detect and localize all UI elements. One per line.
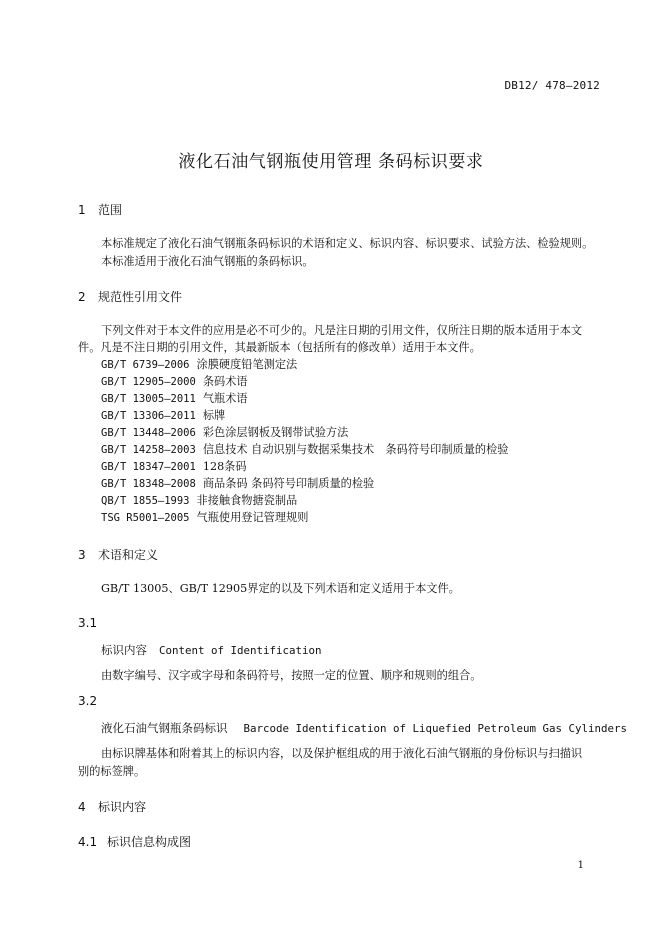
reference-code: GB/T 13448—2006 [101, 427, 196, 439]
section-number: 1 [78, 203, 86, 217]
reference-item [101, 441, 508, 457]
reference-title: 商品条码 条码符号印制质量的检验 [202, 477, 375, 490]
term-chinese: 液化石油气钢瓶条码标识 [101, 721, 228, 735]
term-3-2-definition-line-2: 别的标签牌。 [78, 765, 146, 778]
reference-item [101, 424, 348, 440]
section-title: 范围 [98, 203, 123, 217]
term-english: Content of Identification [159, 644, 322, 657]
reference-code: QB/T 1855—1993 [101, 495, 190, 507]
section-3-paragraph: GB/T 13005、GB/T 12905界定的以及下列术语和定义适用于本文件。 [101, 582, 460, 595]
term-chinese: 标识内容 [101, 643, 147, 657]
reference-title: 气瓶术语 [202, 392, 248, 405]
standard-code: DB12/ 478—2012 [504, 79, 600, 92]
section-1-heading [78, 201, 122, 218]
section-title: 术语和定义 [98, 548, 159, 562]
section-3-heading [78, 546, 158, 563]
reference-item [101, 390, 248, 406]
term-3-1-definition: 由数字编号、汉字或字母和条码符号，按照一定的位置、顺序和规则的组合。 [101, 669, 482, 682]
reference-code: GB/T 18348—2008 [101, 478, 196, 490]
section-2-paragraph-line-1: 下列文件对于本文件的应用是必不可少的。凡是注日期的引用文件，仅所注日期的版本适用于本文 [101, 324, 583, 337]
section-title: 标识内容 [98, 800, 147, 814]
term-3-2-definition-line-1: 由标识牌基体和附着其上的标识内容，以及保护框组成的用于液化石油气钢瓶的身份标识与扫描识 [101, 747, 583, 760]
section-title: 规范性引用文件 [98, 290, 183, 304]
reference-title: 非接触食物搪瓷制品 [196, 494, 298, 507]
reference-item [101, 407, 225, 423]
reference-title: 标牌 [202, 409, 226, 422]
page-number: 1 [577, 860, 584, 871]
reference-code: GB/T 14258—2003 [101, 444, 196, 456]
section-1-paragraph-2: 本标准适用于液化石油气钢瓶的条码标识。 [101, 255, 314, 268]
reference-item [101, 475, 374, 491]
reference-item [101, 373, 248, 389]
section-4-heading [78, 798, 146, 815]
reference-code: GB/T 13306—2011 [101, 410, 196, 422]
section-number: 4 [78, 800, 86, 814]
reference-item [101, 492, 297, 508]
document-title: 液化石油气钢瓶使用管理 条码标识要求 [178, 152, 484, 172]
term-english: Barcode Identification of Liquefied Petroleum Gas Cylinders [243, 722, 628, 735]
term-3-2-number: 3.2 [78, 694, 98, 708]
section-2-heading [78, 288, 182, 305]
section-number: 3 [78, 548, 86, 562]
reference-title: 信息技术 自动识别与数据采集技术 条码符号印制质量的检验 [202, 443, 509, 456]
reference-code: GB/T 18347—2001 [101, 461, 196, 473]
section-4-1-heading [78, 833, 191, 850]
reference-code: TSG R5001—2005 [101, 512, 190, 524]
section-number: 2 [78, 290, 86, 304]
term-3-2-heading [101, 720, 627, 736]
term-3-1-heading [101, 642, 322, 658]
reference-item [101, 458, 247, 474]
reference-title: 128条码 [202, 460, 247, 473]
reference-title: 彩色涂层钢板及钢带试验方法 [202, 426, 349, 439]
reference-code: GB/T 13005—2011 [101, 393, 196, 405]
reference-code: GB/T 12905—2000 [101, 376, 196, 388]
reference-title: 条码术语 [202, 375, 248, 388]
section-1-paragraph-1: 本标准规定了液化石油气钢瓶条码标识的术语和定义、标识内容、标识要求、试验方法、检验规则。 [101, 237, 594, 250]
reference-item [101, 509, 308, 525]
reference-code: GB/T 6739—2006 [101, 359, 190, 371]
section-2-paragraph-line-2: 件。凡是不注日期的引用文件，其最新版本（包括所有的修改单）适用于本文件。 [78, 341, 481, 354]
reference-title: 气瓶使用登记管理规则 [196, 511, 309, 524]
subsection-title: 标识信息构成图 [107, 835, 192, 849]
reference-title: 涂膜硬度铅笔测定法 [196, 358, 298, 371]
subsection-number: 4.1 [78, 835, 98, 849]
reference-item [101, 356, 297, 372]
term-3-1-number: 3.1 [78, 616, 98, 630]
